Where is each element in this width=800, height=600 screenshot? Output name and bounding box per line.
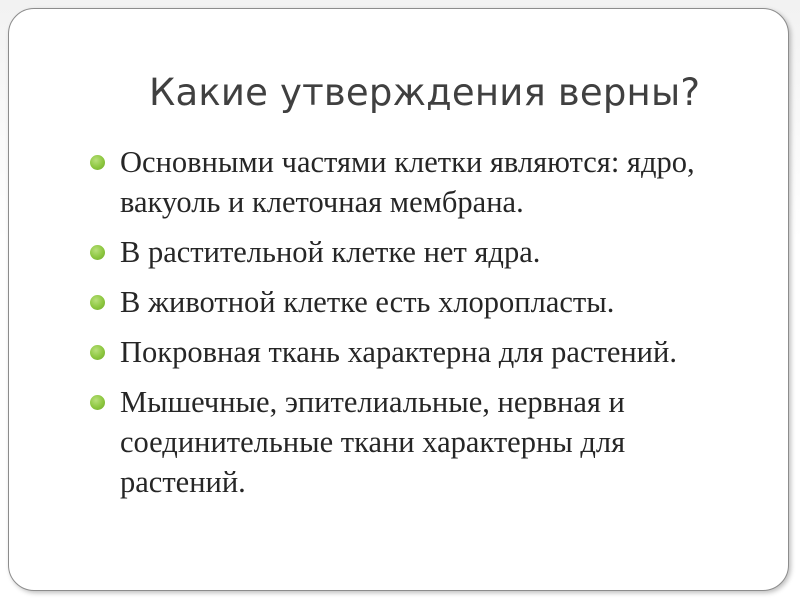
slide-card xyxy=(8,8,789,591)
bullet-item xyxy=(87,232,737,272)
bullet-item xyxy=(87,142,737,222)
slide-title: Какие утверждения верны? xyxy=(149,71,701,114)
bullet-text: Покровная ткань характерна для растений. xyxy=(120,335,677,369)
bullet-text: В животной клетке есть хлоропласты. xyxy=(120,285,615,319)
bullet-text: В растительной клетке нет ядра. xyxy=(120,235,541,269)
bullet-text: Основными частями клетки являются: ядро, вакуоль и клеточная мембрана. xyxy=(120,145,695,219)
bullet-circle-icon xyxy=(90,245,105,260)
bullet-circle-icon xyxy=(90,155,105,170)
bullet-circle-icon xyxy=(90,295,105,310)
bullet-circle-icon xyxy=(90,395,105,410)
bullet-item xyxy=(87,332,737,372)
bullet-text: Мышечные, эпителиальные, нервная и соединительные ткани характерны для растений. xyxy=(120,385,626,499)
bullet-list xyxy=(87,142,737,512)
bullet-item xyxy=(87,382,737,502)
bullet-circle-icon xyxy=(90,345,105,360)
bullet-item xyxy=(87,282,737,322)
